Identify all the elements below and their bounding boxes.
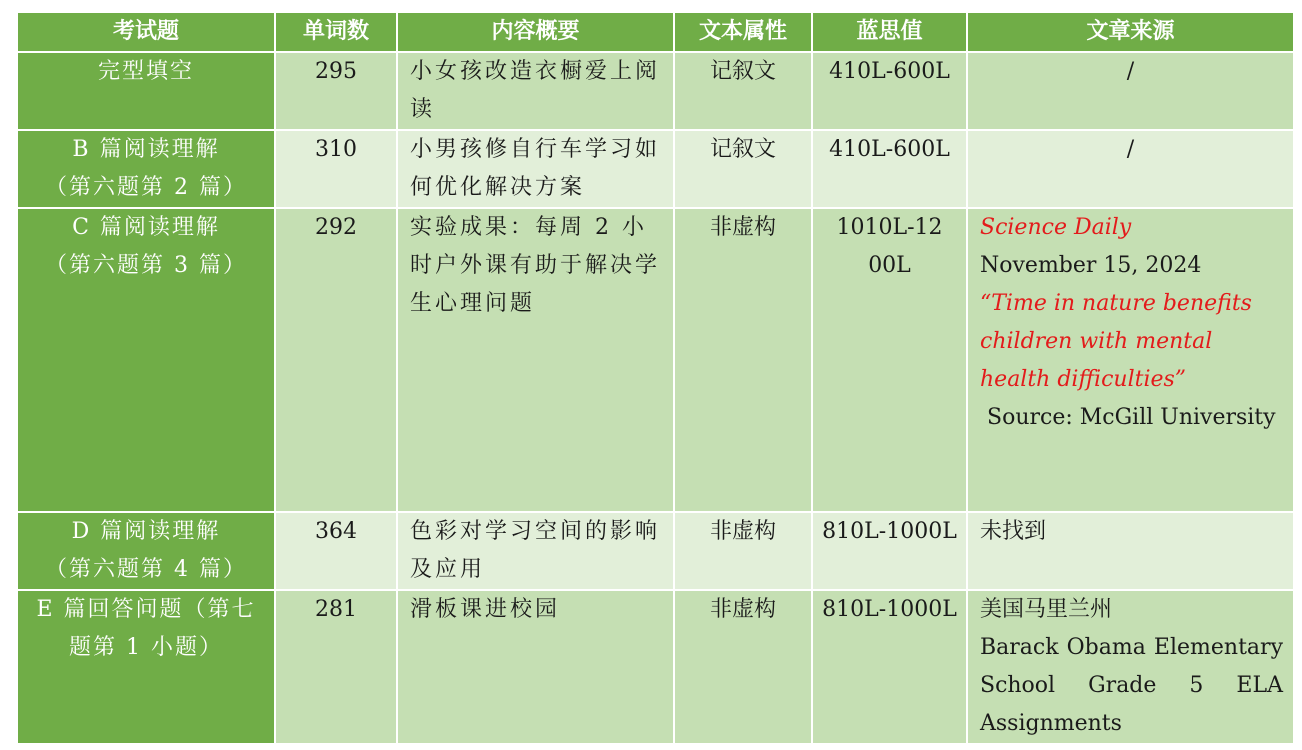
summary-cell: 滑板课进校园 — [397, 590, 674, 744]
exam-source-table — [16, 11, 1295, 745]
exam-cell — [17, 130, 275, 208]
header-row — [17, 12, 1294, 52]
exam-cell — [17, 52, 275, 130]
exam-line: （第六题第 2 篇） — [45, 175, 247, 200]
word-count-cell: 292 — [275, 208, 397, 512]
summary-cell: 小男孩修自行车学习如何优化解决方案 — [397, 130, 674, 208]
exam-cell — [17, 512, 275, 590]
exam-line: E 篇回答问题（第七 — [36, 597, 256, 622]
source-note: Source: McGill University — [980, 405, 1276, 430]
source-school: Barack Obama Elementary School Grade 5 ELA — [980, 635, 1283, 698]
source-assignments: Assignments — [980, 711, 1122, 736]
source-location: 美国马里兰州 — [980, 597, 1113, 622]
text-type-cell: 非虚构 — [674, 512, 812, 590]
word-count-cell: 295 — [275, 52, 397, 130]
exam-cell — [17, 208, 275, 512]
source-date: November 15, 2024 — [980, 253, 1202, 278]
table-row — [17, 130, 1294, 208]
lexile-cell: 810L-1000L — [812, 512, 967, 590]
exam-line: B 篇阅读理解 — [72, 137, 220, 162]
header-word-count: 单词数 — [275, 12, 397, 52]
table-row — [17, 52, 1294, 130]
summary-cell: 色彩对学习空间的影响及应用 — [397, 512, 674, 590]
exam-line: （第六题第 4 篇） — [45, 557, 247, 582]
table-row — [17, 512, 1294, 590]
table-row — [17, 590, 1294, 744]
header-source: 文章来源 — [967, 12, 1294, 52]
source-article-title: “Time in nature benefits children with mental health difficulties” — [980, 291, 1252, 392]
exam-line: 题第 1 小题） — [69, 635, 223, 660]
exam-line: C 篇阅读理解 — [72, 215, 220, 240]
source-cell: / — [967, 130, 1294, 208]
lexile-cell: 810L-1000L — [812, 590, 967, 744]
header-exam: 考试题 — [17, 12, 275, 52]
header-summary: 内容概要 — [397, 12, 674, 52]
word-count-cell: 364 — [275, 512, 397, 590]
lexile-cell — [812, 208, 967, 512]
source-cell: / — [967, 52, 1294, 130]
summary-cell: 实验成果：每周 2 小时户外课有助于解决学生心理问题 — [397, 208, 674, 512]
exam-line: 完型填空 — [97, 59, 194, 84]
header-text-type: 文本属性 — [674, 12, 812, 52]
source-publication: Science Daily — [980, 215, 1132, 240]
lexile-value: 1010L-1200L — [836, 215, 943, 278]
lexile-cell: 410L-600L — [812, 130, 967, 208]
source-cell — [967, 208, 1294, 512]
lexile-cell: 410L-600L — [812, 52, 967, 130]
text-type-cell: 非虚构 — [674, 208, 812, 512]
source-cell: 未找到 — [967, 512, 1294, 590]
text-type-cell: 记叙文 — [674, 52, 812, 130]
word-count-cell: 310 — [275, 130, 397, 208]
exam-cell — [17, 590, 275, 744]
exam-line: D 篇阅读理解 — [71, 519, 221, 544]
header-lexile: 蓝思值 — [812, 12, 967, 52]
text-type-cell: 记叙文 — [674, 130, 812, 208]
summary-cell: 小女孩改造衣橱爱上阅读 — [397, 52, 674, 130]
source-cell — [967, 590, 1294, 744]
exam-line: （第六题第 3 篇） — [45, 253, 247, 278]
text-type-cell: 非虚构 — [674, 590, 812, 744]
word-count-cell: 281 — [275, 590, 397, 744]
table-row — [17, 208, 1294, 512]
